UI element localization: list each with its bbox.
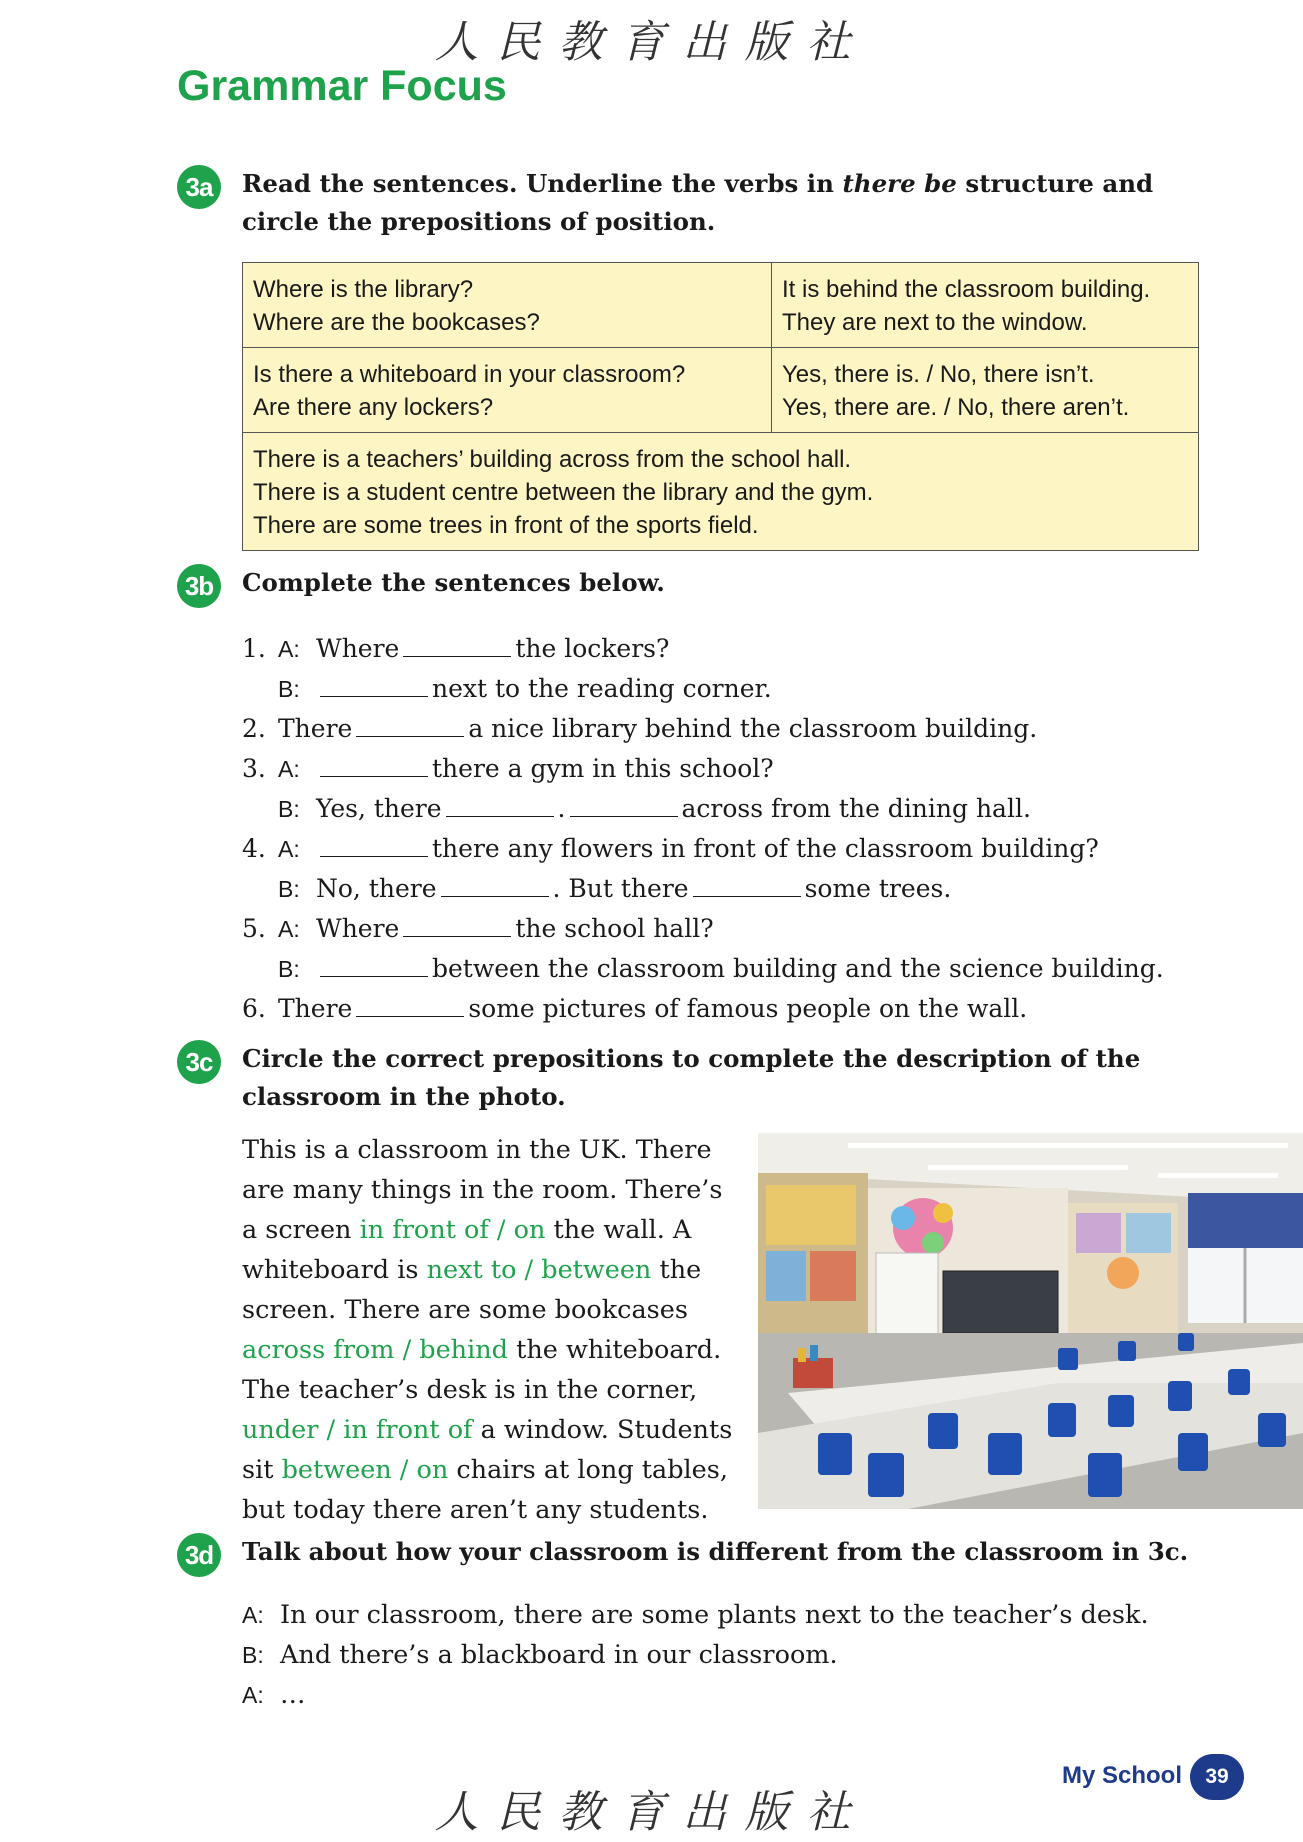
- answer-blank[interactable]: [356, 990, 464, 1017]
- dialog-text: …: [280, 1680, 306, 1710]
- item-text: there any flowers in front of the classroom building?: [432, 834, 1099, 863]
- speaker-label: B:: [242, 1642, 264, 1668]
- preposition-choice[interactable]: under / in front of: [242, 1415, 473, 1445]
- table-cell: [243, 348, 772, 433]
- item-text: between the classroom building and the science building.: [432, 954, 1164, 983]
- list-item: [242, 709, 1164, 749]
- answer-blank[interactable]: [403, 630, 511, 657]
- exercise-list: [242, 629, 1164, 1029]
- table-text: There is a teachers’ building across from the school hall.: [253, 446, 852, 473]
- passage-line: a screen in front of / on the wall. A: [242, 1215, 692, 1245]
- item-text: the lockers?: [515, 634, 670, 663]
- item-number: 5.: [242, 914, 266, 943]
- passage-line: whiteboard is next to / between the: [242, 1255, 702, 1285]
- dialog-text: And there’s a blackboard in our classroom.: [280, 1640, 838, 1670]
- publisher-logo-bottom: 人民教育出版社: [434, 1787, 869, 1838]
- table-row: [243, 348, 1199, 433]
- speaker-label: A:: [278, 636, 300, 662]
- dialog-line: [242, 1675, 306, 1715]
- answer-blank[interactable]: [441, 870, 549, 897]
- item-text: a nice library behind the classroom building.: [468, 714, 1038, 743]
- item-text: There: [278, 994, 353, 1023]
- list-item: [242, 949, 1164, 989]
- item-text: . But there: [552, 874, 689, 903]
- list-item: [242, 749, 1164, 789]
- speaker-label: B:: [278, 676, 300, 702]
- preposition-choice[interactable]: between / on: [281, 1455, 449, 1485]
- item-text: Yes, there: [316, 794, 442, 823]
- dialog-text: In our classroom, there are some plants next to the teacher’s desk.: [280, 1600, 1149, 1630]
- passage-line: This is a classroom in the UK. There: [242, 1135, 712, 1165]
- publisher-logo-top: 人民教育出版社: [434, 17, 869, 68]
- table-text: There are some trees in front of the sports field.: [253, 512, 759, 539]
- speaker-label: B:: [278, 956, 300, 982]
- table-cell: [243, 263, 772, 348]
- item-number: 2.: [242, 714, 266, 743]
- instruction-3b: Complete the sentences below.: [242, 568, 665, 597]
- table-text: Yes, there is. / No, there isn’t.: [782, 361, 1095, 388]
- item-text: Where: [316, 634, 400, 663]
- item-text: there a gym in this school?: [432, 754, 774, 783]
- speaker-label: A:: [278, 916, 300, 942]
- answer-blank[interactable]: [446, 790, 554, 817]
- classroom-photo: [758, 1133, 1303, 1509]
- list-item: [242, 669, 1164, 709]
- speaker-label: A:: [242, 1682, 264, 1708]
- passage-line: screen. There are some bookcases: [242, 1295, 688, 1325]
- preposition-choice[interactable]: across from / behind: [242, 1335, 509, 1365]
- item-text: some pictures of famous people on the wall.: [468, 994, 1028, 1023]
- dialog-line: [242, 1635, 838, 1675]
- table-text: It is behind the classroom building.: [782, 276, 1151, 303]
- item-text: No, there: [316, 874, 437, 903]
- item-number: 4.: [242, 834, 266, 863]
- table-text: Where are the bookcases?: [253, 309, 540, 336]
- preposition-choice[interactable]: in front of / on: [359, 1215, 546, 1245]
- list-item: [242, 869, 1164, 909]
- dialog-line: [242, 1595, 1149, 1635]
- speaker-label: A:: [278, 836, 300, 862]
- list-item: [242, 629, 1164, 669]
- grammar-table: [242, 262, 1199, 551]
- passage-line: under / in front of a window. Students: [242, 1415, 733, 1445]
- table-text: Are there any lockers?: [253, 394, 494, 421]
- speaker-label: B:: [278, 796, 300, 822]
- table-text: They are next to the window.: [782, 309, 1088, 336]
- badge-3b: 3b: [177, 564, 221, 608]
- table-text: Yes, there are. / No, there aren’t.: [782, 394, 1130, 421]
- item-text: .: [557, 794, 566, 823]
- table-row: [243, 433, 1199, 551]
- answer-blank[interactable]: [320, 750, 428, 777]
- table-row: [243, 263, 1199, 348]
- table-text: There is a student centre between the library and the gym.: [253, 479, 874, 506]
- item-text: the school hall?: [515, 914, 714, 943]
- answer-blank[interactable]: [403, 910, 511, 937]
- speaker-label: A:: [278, 756, 300, 782]
- page-number: 39: [1190, 1754, 1244, 1800]
- badge-3a: 3a: [177, 165, 221, 209]
- item-text: next to the reading corner.: [432, 674, 772, 703]
- passage-line: sit between / on chairs at long tables,: [242, 1455, 728, 1485]
- list-item: [242, 789, 1164, 829]
- speaker-label: A:: [242, 1602, 264, 1628]
- table-cell: [772, 263, 1199, 348]
- classroom-photo-graphic: [758, 1133, 1303, 1509]
- passage-line: but today there aren’t any students.: [242, 1495, 709, 1525]
- passage-line: across from / behind the whiteboard.: [242, 1335, 722, 1365]
- answer-blank[interactable]: [320, 830, 428, 857]
- instruction-3d: Talk about how your classroom is different from the classroom in 3c.: [242, 1537, 1189, 1566]
- instruction-3a: Read the sentences. Underline the verbs in there be structure and circle the prepositions of position.: [242, 169, 1154, 236]
- item-number: 6.: [242, 994, 266, 1023]
- item-number: 3.: [242, 754, 266, 783]
- answer-blank[interactable]: [356, 710, 464, 737]
- list-item: [242, 829, 1164, 869]
- list-item: [242, 909, 1164, 949]
- item-text: across from the dining hall.: [681, 794, 1031, 823]
- footer-unit-label: My School: [1062, 1762, 1183, 1789]
- answer-blank[interactable]: [320, 950, 428, 977]
- table-text: Where is the library?: [253, 276, 474, 303]
- badge-3d: 3d: [177, 1533, 221, 1577]
- passage-line: are many things in the room. There’s: [242, 1175, 723, 1205]
- speaker-label: B:: [278, 876, 300, 902]
- item-number: 1.: [242, 634, 266, 663]
- preposition-choice[interactable]: next to / between: [426, 1255, 652, 1285]
- answer-blank[interactable]: [320, 670, 428, 697]
- passage-3c: [242, 1130, 742, 1530]
- list-item: [242, 989, 1164, 1029]
- item-text: some trees.: [804, 874, 952, 903]
- badge-3c: 3c: [177, 1040, 221, 1084]
- page-title: Grammar Focus: [177, 62, 507, 110]
- item-text: There: [278, 714, 353, 743]
- table-text: Is there a whiteboard in your classroom?: [253, 361, 686, 388]
- item-text: Where: [316, 914, 400, 943]
- instruction-3c: Circle the correct prepositions to complete the description of the classroom in the photo.: [242, 1044, 1141, 1111]
- answer-blank[interactable]: [693, 870, 801, 897]
- passage-line: The teacher’s desk is in the corner,: [242, 1375, 698, 1405]
- table-cell: [243, 433, 1199, 551]
- answer-blank[interactable]: [570, 790, 678, 817]
- table-cell: [772, 348, 1199, 433]
